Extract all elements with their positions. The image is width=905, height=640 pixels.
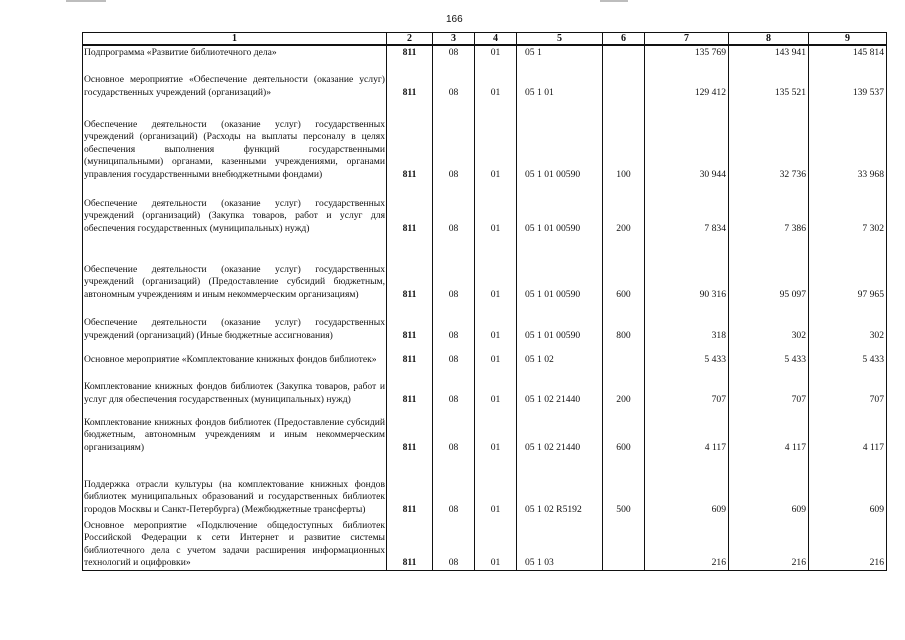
row-name: Поддержка отрасли культуры (на комплектование книжных фондов библиотек муниципальных образований и государственных библиотек городов Москвы и Санкт-Петербурга) (Межбюджетные трансферты)	[83, 454, 387, 516]
row-name: Обеспечение деятельности (оказание услуг) государственных учреждений (организаций) (Расходы на выплаты персоналу в целях обеспечения выполнения функций государственными (муниципальными) органами, казенными учреждениями, органами управления государственными внебюджетными фондами)	[83, 99, 387, 181]
row-grbs: 811	[387, 516, 433, 570]
budget-table	[82, 32, 887, 571]
row-name: Обеспечение деятельности (оказание услуг) государственных учреждений (организаций) (Иные бюджетные ассигнования)	[83, 301, 387, 342]
row-target-code: 05 1 02 R5192	[517, 454, 603, 516]
row-amount-col9: 145 814	[809, 45, 887, 59]
row-target-code: 05 1 01 00590	[517, 99, 603, 181]
row-amount-col8: 135 521	[729, 59, 809, 99]
table-row	[83, 45, 887, 59]
row-amount-col9: 139 537	[809, 59, 887, 99]
row-name: Основное мероприятие «Подключение общедоступных библиотек Российской Федерации к сети Интернет и развитие системы библиотечного дела с учетом задачи расширения информационных технологий и оцифровки»	[83, 516, 387, 570]
row-amount-col7: 4 117	[645, 406, 729, 454]
row-target-code: 05 1 02	[517, 342, 603, 366]
row-amount-col9: 609	[809, 454, 887, 516]
row-section: 08	[433, 516, 475, 570]
row-expense-type	[603, 45, 645, 59]
row-amount-col9: 302	[809, 301, 887, 342]
row-expense-type	[603, 516, 645, 570]
row-amount-col7: 707	[645, 366, 729, 406]
row-amount-col8: 707	[729, 366, 809, 406]
row-name: Подпрограмма «Развитие библиотечного дела»	[83, 45, 387, 59]
table-row	[83, 235, 887, 301]
row-grbs: 811	[387, 301, 433, 342]
row-name: Комплектование книжных фондов библиотек (Предоставление субсидий бюджетным, автономным учреждениям и иным некоммерческим организациям)	[83, 406, 387, 454]
row-target-code: 05 1 02 21440	[517, 406, 603, 454]
col-header-3: 3	[433, 33, 475, 46]
col-header-8: 8	[729, 33, 809, 46]
row-amount-col8: 5 433	[729, 342, 809, 366]
row-section: 08	[433, 59, 475, 99]
row-section: 08	[433, 366, 475, 406]
row-target-code: 05 1 01	[517, 59, 603, 99]
row-name: Основное мероприятие «Обеспечение деятельности (оказание услуг) государственных учреждений (организаций)»	[83, 59, 387, 99]
row-name: Обеспечение деятельности (оказание услуг) государственных учреждений (организаций) (Закупка товаров, работ и услуг для обеспечения государственных (муниципальных) нужд)	[83, 181, 387, 235]
row-section: 08	[433, 454, 475, 516]
row-amount-col9: 4 117	[809, 406, 887, 454]
col-header-1: 1	[83, 33, 387, 46]
row-subsection: 01	[475, 59, 517, 99]
row-amount-col8: 143 941	[729, 45, 809, 59]
row-subsection: 01	[475, 342, 517, 366]
row-subsection: 01	[475, 454, 517, 516]
row-amount-col8: 32 736	[729, 99, 809, 181]
col-header-4: 4	[475, 33, 517, 46]
col-header-7: 7	[645, 33, 729, 46]
row-expense-type	[603, 342, 645, 366]
row-name: Основное мероприятие «Комплектование книжных фондов библиотек»	[83, 342, 387, 366]
row-section: 08	[433, 301, 475, 342]
col-header-5: 5	[517, 33, 603, 46]
table-row	[83, 406, 887, 454]
row-amount-col8: 95 097	[729, 235, 809, 301]
row-amount-col7: 129 412	[645, 59, 729, 99]
page-number: 166	[446, 14, 463, 25]
table-row	[83, 99, 887, 181]
row-amount-col7: 90 316	[645, 235, 729, 301]
row-amount-col8: 7 386	[729, 181, 809, 235]
row-section: 08	[433, 406, 475, 454]
row-expense-type: 500	[603, 454, 645, 516]
row-section: 08	[433, 99, 475, 181]
row-amount-col8: 216	[729, 516, 809, 570]
row-expense-type: 200	[603, 366, 645, 406]
row-amount-col9: 97 965	[809, 235, 887, 301]
row-amount-col7: 30 944	[645, 99, 729, 181]
row-subsection: 01	[475, 235, 517, 301]
row-section: 08	[433, 235, 475, 301]
row-amount-col7: 135 769	[645, 45, 729, 59]
row-section: 08	[433, 342, 475, 366]
row-subsection: 01	[475, 406, 517, 454]
col-header-6: 6	[603, 33, 645, 46]
col-header-9: 9	[809, 33, 887, 46]
row-section: 08	[433, 181, 475, 235]
row-amount-col8: 302	[729, 301, 809, 342]
row-amount-col9: 33 968	[809, 99, 887, 181]
row-subsection: 01	[475, 45, 517, 59]
row-expense-type: 800	[603, 301, 645, 342]
row-subsection: 01	[475, 366, 517, 406]
row-grbs: 811	[387, 454, 433, 516]
row-expense-type: 100	[603, 99, 645, 181]
table-row	[83, 516, 887, 570]
row-section: 08	[433, 45, 475, 59]
row-target-code: 05 1 01 00590	[517, 235, 603, 301]
row-amount-col7: 5 433	[645, 342, 729, 366]
row-expense-type	[603, 59, 645, 99]
table-row	[83, 59, 887, 99]
table-row	[83, 366, 887, 406]
row-grbs: 811	[387, 59, 433, 99]
row-amount-col9: 216	[809, 516, 887, 570]
row-grbs: 811	[387, 406, 433, 454]
row-amount-col7: 216	[645, 516, 729, 570]
col-header-2: 2	[387, 33, 433, 46]
row-subsection: 01	[475, 99, 517, 181]
row-amount-col7: 7 834	[645, 181, 729, 235]
row-grbs: 811	[387, 366, 433, 406]
row-subsection: 01	[475, 301, 517, 342]
column-number-header	[83, 33, 887, 46]
row-name: Обеспечение деятельности (оказание услуг) государственных учреждений (организаций) (Предоставление субсидий бюджетным, автономным учреждениям и иным некоммерческим организациям)	[83, 235, 387, 301]
row-grbs: 811	[387, 181, 433, 235]
row-amount-col7: 609	[645, 454, 729, 516]
table-row	[83, 342, 887, 366]
row-amount-col8: 4 117	[729, 406, 809, 454]
row-expense-type: 600	[603, 235, 645, 301]
row-target-code: 05 1 01 00590	[517, 301, 603, 342]
row-grbs: 811	[387, 235, 433, 301]
scan-top-edge	[0, 0, 905, 4]
row-amount-col7: 318	[645, 301, 729, 342]
row-target-code: 05 1	[517, 45, 603, 59]
row-target-code: 05 1 02 21440	[517, 366, 603, 406]
row-amount-col9: 7 302	[809, 181, 887, 235]
row-grbs: 811	[387, 99, 433, 181]
row-grbs: 811	[387, 45, 433, 59]
row-amount-col9: 5 433	[809, 342, 887, 366]
row-amount-col9: 707	[809, 366, 887, 406]
table-row	[83, 301, 887, 342]
row-name: Комплектование книжных фондов библиотек (Закупка товаров, работ и услуг для обеспечения государственных (муниципальных) нужд)	[83, 366, 387, 406]
row-target-code: 05 1 03	[517, 516, 603, 570]
table-row	[83, 454, 887, 516]
row-amount-col8: 609	[729, 454, 809, 516]
table-row	[83, 181, 887, 235]
row-grbs: 811	[387, 342, 433, 366]
row-expense-type: 600	[603, 406, 645, 454]
row-subsection: 01	[475, 181, 517, 235]
row-expense-type: 200	[603, 181, 645, 235]
row-target-code: 05 1 01 00590	[517, 181, 603, 235]
row-subsection: 01	[475, 516, 517, 570]
